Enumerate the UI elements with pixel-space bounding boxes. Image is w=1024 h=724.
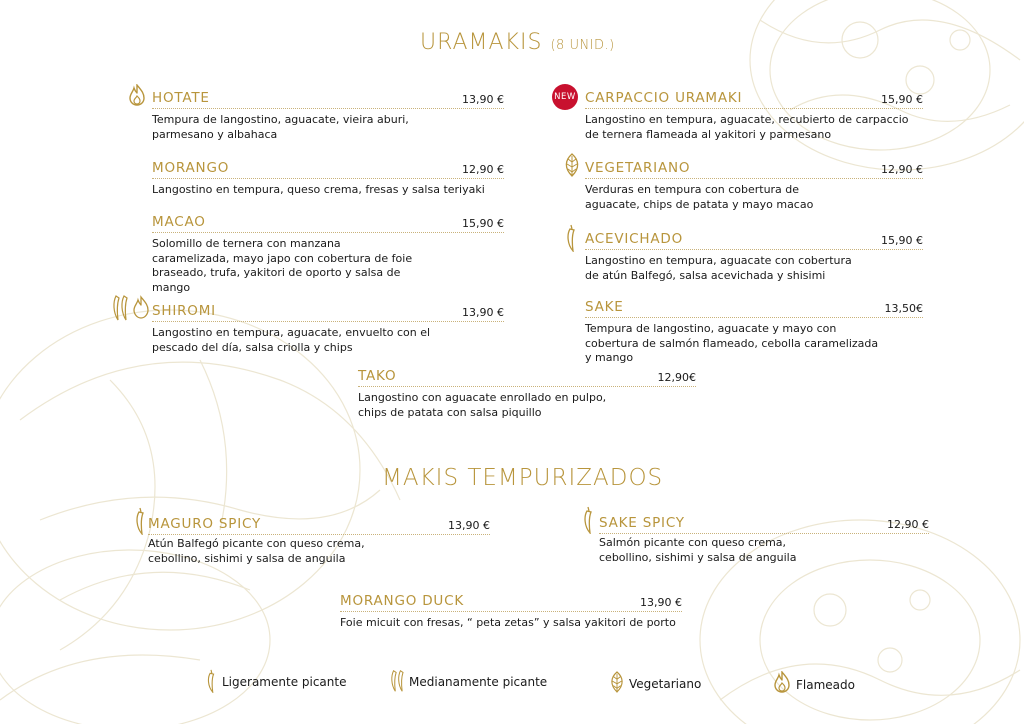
menu-item-vegetariano (585, 158, 923, 212)
legend-vegetariano: Vegetariano (629, 677, 702, 691)
menu-item-sake-spicy (599, 513, 929, 565)
item-name: HOTATE (152, 90, 210, 106)
item-description: Foie micuit con fresas, “ peta zetas” y salsa yakitori de porto (340, 616, 676, 629)
new-badge: NEW (552, 84, 578, 110)
legend-flameado: Flameado (796, 678, 855, 692)
menu-item-carpaccio-uramaki (585, 88, 923, 142)
menu-item-maguro-spicy (148, 514, 490, 566)
menu-item-sake (585, 297, 923, 366)
uramakis-title-text: URAMAKIS (420, 30, 543, 55)
chili-icon (581, 506, 595, 534)
item-name: SHIROMI (152, 303, 216, 319)
item-price: 12,90 € (887, 518, 929, 531)
item-price: 13,90 € (640, 596, 682, 609)
item-description: Langostino en tempura, aguacate, recubierto de carpaccio de ternera flameada al yakitori y parmesano (585, 113, 909, 141)
item-description: Salmón picante con queso crema, cebollino, sishimi y salsa de anguila (599, 536, 797, 564)
item-price: 13,90 € (462, 306, 504, 319)
item-name: MORANGO (152, 160, 230, 176)
chili-icon (133, 507, 147, 535)
item-price: 15,90 € (881, 93, 923, 106)
item-description: Langostino en tempura, aguacate, envuelto con el pescado del día, salsa criolla y chips (152, 326, 431, 354)
item-description: Tempura de langostino, aguacate, vieira aburi, parmesano y albahaca (152, 113, 409, 141)
menu-item-shiromi (152, 301, 504, 355)
item-name: VEGETARIANO (585, 160, 691, 176)
menu-item-macao (152, 212, 504, 295)
uramakis-subtitle: (8 UNID.) (550, 38, 615, 53)
double-chili-and-flame-icon (110, 294, 152, 322)
item-description: Langostino en tempura, queso crema, fresas y salsa teriyaki (152, 183, 485, 196)
item-name: SAKE (585, 299, 624, 315)
item-name: SAKE SPICY (599, 515, 685, 531)
menu-item-morango-duck (340, 591, 682, 631)
menu-item-tako (358, 366, 696, 420)
item-description: Langostino en tempura, aguacate con cobertura de atún Balfegó, salsa acevichada y shisimi (585, 254, 852, 282)
item-name: TAKO (358, 368, 397, 384)
flame-icon (773, 671, 791, 693)
item-name: MORANGO DUCK (340, 593, 464, 609)
item-price: 13,50€ (884, 302, 923, 315)
chili-icon (564, 224, 578, 252)
item-price: 15,90 € (462, 217, 504, 230)
item-name: MACAO (152, 214, 206, 230)
menu-item-morango (152, 158, 504, 198)
item-description: Langostino con aguacate enrollado en pulpo, chips de patata con salsa piquillo (358, 391, 607, 419)
leaf-icon (607, 670, 627, 694)
item-description: Atún Balfegó picante con queso crema, cebollino, sishimi y salsa de anguila (148, 537, 365, 565)
legend-ligeramente-picante: Ligeramente picante (222, 675, 347, 689)
leaf-icon (561, 152, 583, 178)
double-chili-icon (387, 669, 407, 693)
item-description: Solomillo de ternera con manzana caramelizada, mayo japo con cobertura de foie braseado, trufa, yakitori de oporto y salsa de mango (152, 237, 413, 294)
item-name: MAGURO SPICY (148, 516, 262, 532)
item-price: 12,90 € (462, 163, 504, 176)
uramakis-title (420, 30, 615, 55)
item-description: Verduras en tempura con cobertura de aguacate, chips de patata y mayo macao (585, 183, 814, 211)
item-price: 13,90 € (448, 519, 490, 532)
item-price: 12,90€ (657, 371, 696, 384)
item-description: Tempura de langostino, aguacate y mayo con cobertura de salmón flameado, cebolla caramelizada y mango (585, 322, 879, 364)
item-price: 12,90 € (881, 163, 923, 176)
chili-icon (205, 669, 217, 693)
item-name: ACEVICHADO (585, 231, 684, 247)
menu-item-hotate (152, 88, 504, 142)
legend-medianamente-picante: Medianamente picante (409, 675, 548, 689)
item-price: 13,90 € (462, 93, 504, 106)
item-price: 15,90 € (881, 234, 923, 247)
menu-item-acevichado (585, 229, 923, 283)
flame-icon (128, 84, 146, 106)
makis-title: MAKIS TEMPURIZADOS (382, 465, 664, 491)
item-name: CARPACCIO URAMAKI (585, 90, 743, 106)
